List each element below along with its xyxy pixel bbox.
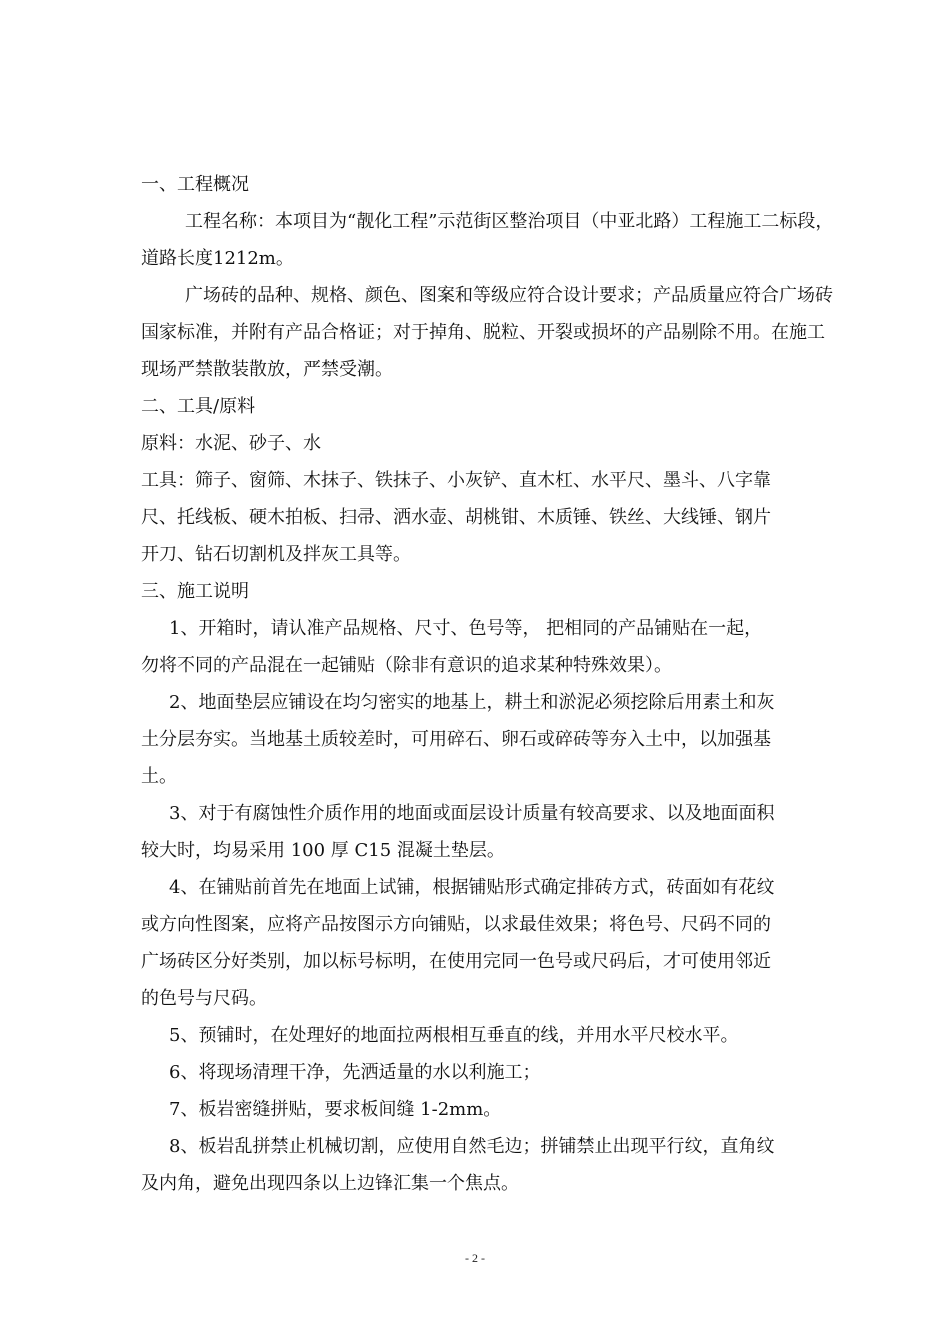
materials-line: 原料：水泥、砂子、水 [141,433,321,454]
list-item-line: 及内角，避免出现四条以上边锋汇集一个焦点。 [141,1173,519,1194]
section-heading-overview: 一、工程概况 [141,174,249,195]
paragraph-line: 道路长度1212m。 [141,248,294,269]
list-item-line: 5、预铺时，在处理好的地面拉两根相互垂直的线，并用水平尺校水平。 [169,1025,739,1046]
section-heading-tools: 二、工具/原料 [141,396,256,417]
list-item-line: 2、地面垫层应铺设在均匀密实的地基上，耕土和淤泥必须挖除后用素土和灰 [169,692,775,713]
section-heading-instructions: 三、施工说明 [141,581,249,602]
list-item-line: 土分层夯实。当地基土质较差时，可用碎石、卵石或碎砖等夯入土中，以加强基 [141,729,771,750]
tools-line: 尺、托线板、硬木拍板、扫帚、洒水壶、胡桃钳、木质锤、铁丝、大线锤、钢片 [141,507,771,528]
paragraph-line: 广场砖的品种、规格、颜色、图案和等级应符合设计要求；产品质量应符合广场砖 [185,285,833,306]
list-item-line: 4、在铺贴前首先在地面上试铺，根据铺贴形式确定排砖方式，砖面如有花纹 [169,877,775,898]
document-body [141,166,834,1202]
page-number: - 2 - [465,1251,485,1265]
list-item-line: 勿将不同的产品混在一起铺贴（除非有意识的追求某种特殊效果）。 [141,655,672,676]
tools-line: 开刀、钻石切割机及拌灰工具等。 [141,544,411,565]
list-item-line: 3、对于有腐蚀性介质作用的地面或面层设计质量有较高要求、以及地面面积 [169,803,775,824]
list-item-line: 6、将现场清理干净，先洒适量的水以利施工； [169,1062,541,1083]
tools-line: 工具：筛子、窗筛、木抹子、铁抹子、小灰铲、直木杠、水平尺、墨斗、八字靠 [141,470,771,491]
list-item-line: 较大时，均易采用 100 厚 C15 混凝土垫层。 [141,840,505,861]
list-item-line: 的色号与尺码。 [141,988,267,1009]
paragraph-line: 现场严禁散装散放，严禁受潮。 [141,359,393,380]
paragraph-line: 工程名称：本项目为“靓化工程”示范街区整治项目（中亚北路）工程施工二标段， [185,211,834,232]
list-item-line: 8、板岩乱拼禁止机械切割，应使用自然毛边；拼铺禁止出现平行纹，直角纹 [169,1136,775,1157]
list-item-line: 广场砖区分好类别，加以标号标明，在使用完同一色号或尺码后，才可使用邻近 [141,951,771,972]
list-item-line: 或方向性图案，应将产品按图示方向铺贴，以求最佳效果；将色号、尺码不同的 [141,914,771,935]
list-item-line: 1、开箱时，请认准产品规格、尺寸、色号等， 把相同的产品铺贴在一起， [169,618,763,639]
list-item-line: 7、板岩密缝拼贴，要求板间缝 1-2mm。 [169,1099,502,1120]
paragraph-line: 国家标准，并附有产品合格证；对于掉角、脱粒、开裂或损坏的产品剔除不用。在施工 [141,322,825,343]
list-item-line: 土。 [141,766,177,787]
